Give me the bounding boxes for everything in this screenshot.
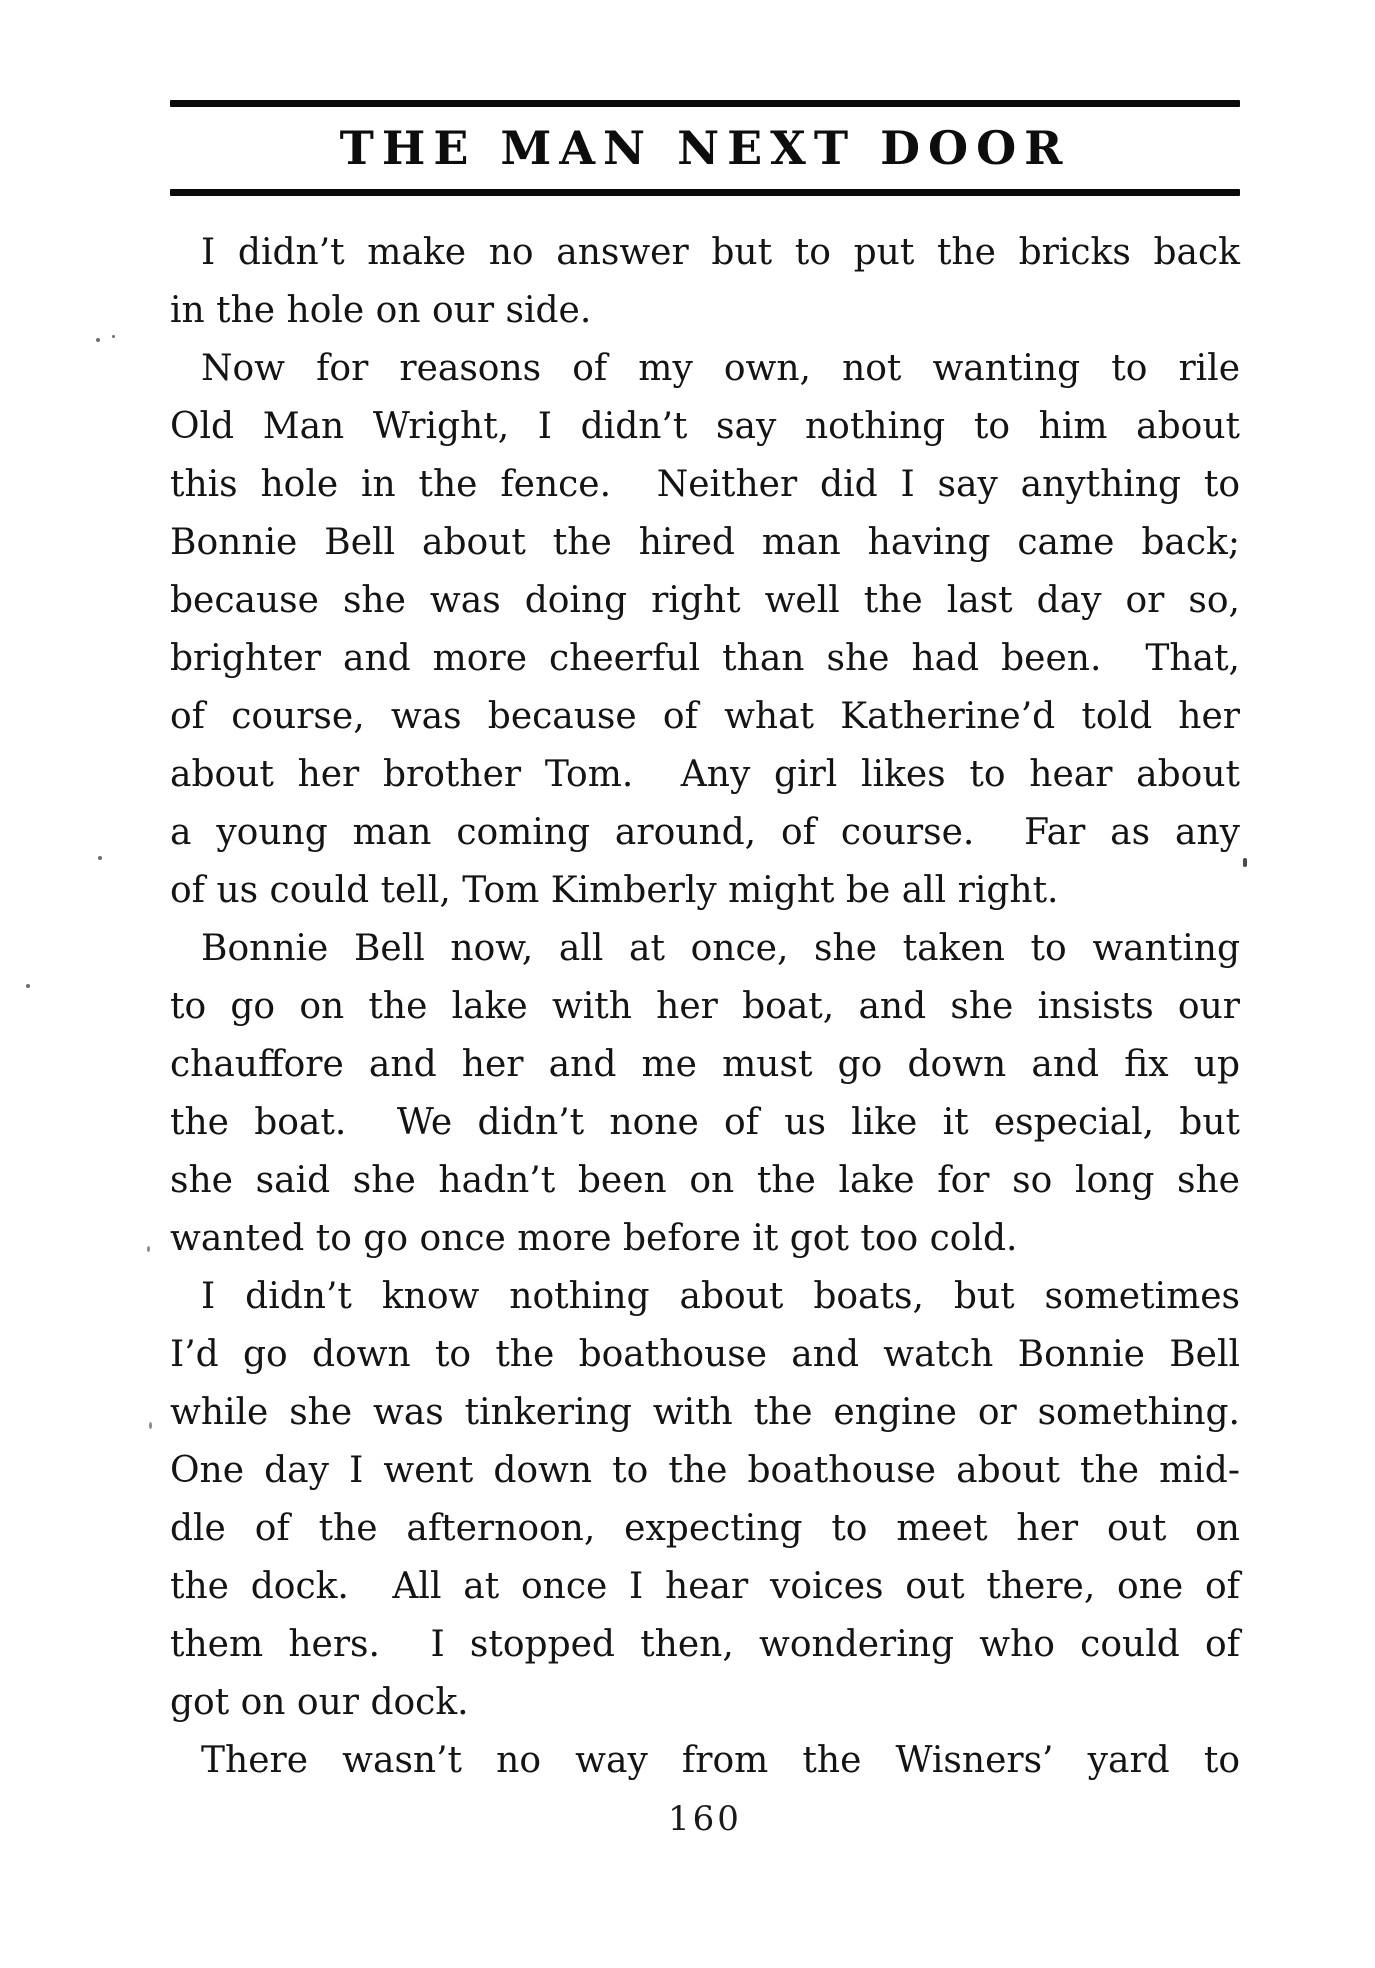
text-line: I didn’t know nothing about boats, but sometimes: [201, 1276, 1240, 1317]
text-line: while she was tinkering with the engine or something.: [170, 1392, 1240, 1433]
text-line: a young man coming around, of course. Far as any: [170, 812, 1240, 853]
scan-artifact: [98, 856, 102, 860]
text-line: to go on the lake with her boat, and she insists our: [170, 986, 1240, 1027]
text-line: I didn’t make no answer but to put the bricks back: [201, 232, 1240, 273]
text-line: Bonnie Bell now, all at once, she taken to wanting: [201, 928, 1240, 969]
header-rule-bottom: [170, 189, 1240, 196]
header-rule-top: [170, 100, 1240, 107]
text-line: of course, was because of what Katherine’d told her: [170, 696, 1240, 737]
text-line: about her brother Tom. Any girl likes to hear about: [170, 754, 1240, 795]
text-line: Old Man Wright, I didn’t say nothing to him about: [170, 406, 1240, 447]
text-line: she said she hadn’t been on the lake for so long she: [170, 1160, 1240, 1201]
text-line: got on our dock.: [170, 1682, 469, 1723]
text-line: the dock. All at once I hear voices out there, one of: [170, 1566, 1240, 1607]
text-line: them hers. I stopped then, wondering who could of: [170, 1624, 1240, 1665]
scan-artifact: [1243, 858, 1247, 867]
text-line: There wasn’t no way from the Wisners’ yard to: [201, 1740, 1240, 1781]
page-title: THE MAN NEXT DOOR: [339, 121, 1071, 175]
text-line: brighter and more cheerful than she had been. That,: [170, 638, 1240, 679]
scan-artifact: [96, 338, 100, 342]
text-line: this hole in the fence. Neither did I say anything to: [170, 464, 1240, 505]
text-line: chauffore and her and me must go down and fix up: [170, 1044, 1240, 1085]
text-line: One day I went down to the boathouse about the mid-: [170, 1450, 1240, 1491]
text-line: I’d go down to the boathouse and watch Bonnie Bell: [170, 1334, 1240, 1375]
text-line: the boat. We didn’t none of us like it especial, but: [170, 1102, 1240, 1143]
scan-artifact: [147, 1246, 150, 1252]
scan-artifact: [112, 335, 115, 338]
scan-artifact: [149, 1422, 152, 1429]
text-line: in the hole on our side.: [170, 290, 592, 331]
text-line: Bonnie Bell about the hired man having came back;: [170, 522, 1240, 563]
page-number: 160: [668, 1799, 742, 1839]
text-line: because she was doing right well the last day or so,: [170, 580, 1240, 621]
text-line: Now for reasons of my own, not wanting to rile: [201, 348, 1240, 389]
scan-artifact: [26, 984, 30, 988]
text-line: dle of the afternoon, expecting to meet her out on: [170, 1508, 1240, 1549]
text-line: of us could tell, Tom Kimberly might be all right.: [170, 870, 1059, 911]
text-line: wanted to go once more before it got too cold.: [170, 1218, 1018, 1259]
body-text: [170, 224, 1240, 1790]
